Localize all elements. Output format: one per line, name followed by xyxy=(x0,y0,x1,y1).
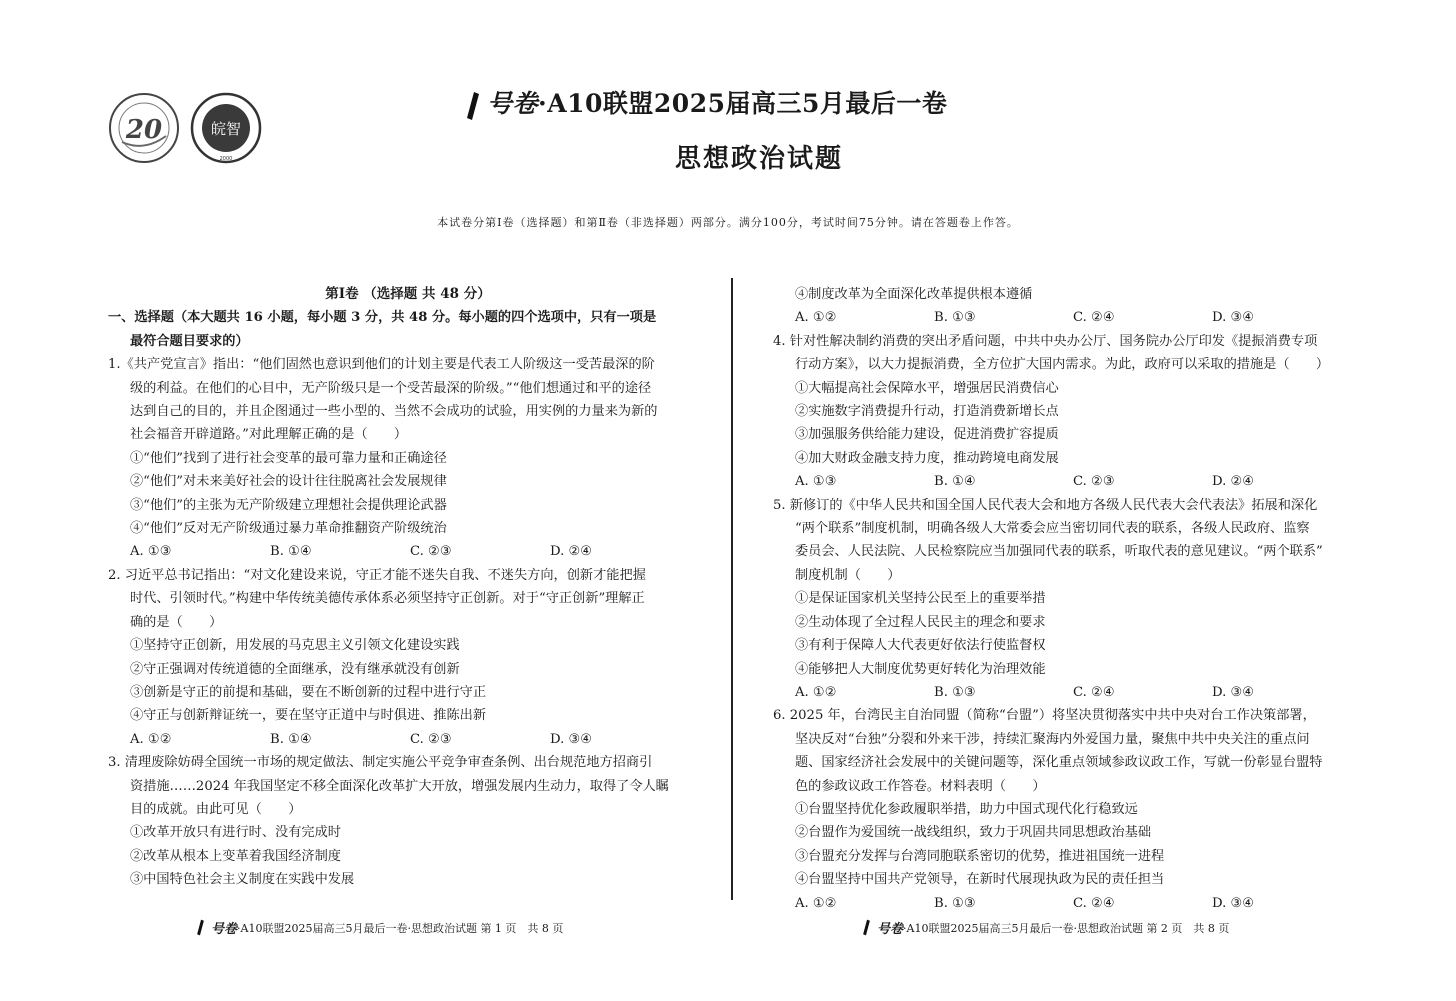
option-b: B. ①④ xyxy=(270,544,312,560)
option-b: B. ①③ xyxy=(934,895,976,911)
page-footer-left xyxy=(196,918,563,937)
alliance-logo xyxy=(108,92,180,164)
question-stem: 6. 2025 年，台湾民主自治同盟（简称“台盟”）将坚决贯彻落实中共中央对台工作决策部署， xyxy=(773,708,1316,724)
statement: ②守正强调对传统道德的全面继承，没有继承就没有创新 xyxy=(130,661,460,677)
option-d: D. ③④ xyxy=(550,731,593,747)
brand-glyph: 号卷 xyxy=(211,922,238,937)
logos xyxy=(108,92,268,164)
option-a: A. ①② xyxy=(795,310,837,326)
brand-mark-icon xyxy=(196,919,205,936)
question-stem: 委员会、人民法院、人民检察院应当加强同代表的联系，听取代表的意见建议。“两个联系” xyxy=(795,544,1323,560)
statement: ③创新是守正的前提和基础，要在不断创新的过程中进行守正 xyxy=(130,684,487,700)
part-heading: 一、选择题（本大题共 16 小题，每小题 3 分，共 48 分。每小题的四个选项中，只有一项是 xyxy=(108,310,657,326)
statement: ③“他们”的主张为无产阶级建立理想社会提供理论武器 xyxy=(130,497,447,513)
answer-options xyxy=(108,728,708,751)
statement: ①“他们”找到了进行社会变革的最可靠力量和正确途径 xyxy=(130,450,447,466)
statement: ④加大财政金融支持力度，推动跨境电商发展 xyxy=(795,450,1059,466)
question-stem: 确的是（ ） xyxy=(130,614,223,630)
question-2 xyxy=(108,564,708,751)
question-stem: 色的参政议政工作答卷。材料表明（ ） xyxy=(795,778,1046,794)
statement: ③台盟充分发挥与台湾同胞联系密切的优势，推进祖国统一进程 xyxy=(795,848,1165,864)
section-title: 第Ⅰ卷 （选择题 共 48 分） xyxy=(325,286,491,302)
statement: ③有利于保障人大代表更好依法行使监督权 xyxy=(795,638,1046,654)
question-stem: 题、国家经济社会发展中的关键问题等，深化重点领域参政议政工作，写就一份彰显台盟特 xyxy=(795,755,1323,771)
question-stem: 1.《共产党宣言》指出：“他们固然也意识到他们的计划主要是代表工人阶级这一受苦最深的阶 xyxy=(108,357,655,373)
option-c: C. ②③ xyxy=(1073,474,1115,490)
option-b: B. ①④ xyxy=(270,731,312,747)
exam-header xyxy=(465,84,947,121)
statement: ①是保证国家机关坚持公民至上的重要举措 xyxy=(795,591,1046,607)
answer-options xyxy=(773,470,1363,493)
brand-mark-icon xyxy=(862,919,871,936)
option-d: D. ③④ xyxy=(1212,684,1255,700)
statement: ②实施数字消费提升行动，打造消费新增长点 xyxy=(795,404,1059,420)
statement: ④制度改革为全面深化改革提供根本遵循 xyxy=(795,287,1033,302)
brand-glyph: 号卷 xyxy=(487,89,539,118)
option-c: C. ②③ xyxy=(410,731,452,747)
footer-text: ·A10联盟2025届高三5月最后一卷·思想政治试题 第 1 页 共 8 页 xyxy=(237,921,564,935)
question-stem: 制度机制（ ） xyxy=(795,567,901,583)
brand-mark-icon xyxy=(465,91,481,121)
question-stem: “两个联系”制度机制，明确各级人大常委会应当密切同代表的联系，各级人民政府、监察 xyxy=(795,521,1310,537)
column-divider xyxy=(731,278,733,900)
option-c: C. ②④ xyxy=(1073,310,1115,326)
question-stem: 时代、引领时代。”构建中华传统美德传承体系必须坚持守正创新。对于“守正创新”理解正 xyxy=(130,591,645,607)
question-4 xyxy=(773,330,1363,494)
statement: ①坚持守正创新，用发展的马克思主义引领文化建设实践 xyxy=(130,638,460,654)
answer-options xyxy=(108,540,708,563)
question-3 xyxy=(108,751,708,891)
question-stem: 达到自己的目的，并且企图通过一些小型的、当然不会成功的试验，用实例的力量来为新的 xyxy=(130,404,658,420)
question-stem: 4. 针对性解决制约消费的突出矛盾问题，中共中央办公厅、国务院办公厅印发《提振消费专项 xyxy=(773,333,1318,349)
statement: ③中国特色社会主义制度在实践中发展 xyxy=(130,872,355,888)
question-stem: 5. 新修订的《中华人民共和国全国人民代表大会和地方各级人民代表大会代表法》拓展和深化 xyxy=(773,497,1318,513)
statement: ①台盟坚持优化参政履职举措，助力中国式现代化行稳致远 xyxy=(795,801,1138,817)
wanzhi-logo-text: 皖智 xyxy=(210,120,242,138)
option-a: A. ①③ xyxy=(795,474,837,490)
option-a: A. ①② xyxy=(130,731,172,747)
option-a: A. ①② xyxy=(795,684,837,700)
statement: ③加强服务供给能力建设，促进消费扩容提质 xyxy=(795,427,1059,443)
statement: ①改革开放只有进行时、没有完成时 xyxy=(130,825,341,841)
answer-options xyxy=(773,892,1363,915)
svg-text:20: 20 xyxy=(125,115,163,145)
option-c: C. ②④ xyxy=(1073,895,1115,911)
question-stem: 行动方案》，以大力提振消费，全方位扩大国内需求。为此，政府可以采取的措施是（ ） xyxy=(795,357,1330,373)
statement: ②“他们”对未来美好社会的设计往往脱离社会发展规律 xyxy=(130,474,447,490)
answer-options xyxy=(773,681,1363,704)
question-3-continued xyxy=(773,283,1363,330)
option-d: D. ②④ xyxy=(1212,474,1255,490)
option-d: D. ③④ xyxy=(1212,310,1255,326)
statement: ①大幅提高社会保障水平，增强居民消费信心 xyxy=(795,380,1059,396)
brand-glyph: 号卷 xyxy=(877,922,904,937)
page-footer-right xyxy=(862,918,1229,937)
subject-title: 思想政治试题 xyxy=(675,144,844,174)
exam-instructions: 本试卷分第Ⅰ卷（选择题）和第Ⅱ卷（非选择题）两部分。满分100分，考试时间75分钟。请在答题卷上作答。 xyxy=(437,216,1019,229)
option-b: B. ①④ xyxy=(934,474,976,490)
option-a: A. ①② xyxy=(795,895,837,911)
statement: ④守正与创新辩证统一，要在坚守正道中与时俱进、推陈出新 xyxy=(130,708,487,724)
option-a: A. ①③ xyxy=(130,544,172,560)
option-b: B. ①③ xyxy=(934,684,976,700)
question-5 xyxy=(773,494,1363,705)
option-d: D. ③④ xyxy=(1212,895,1255,911)
question-stem: 目的成就。由此可见（ ） xyxy=(130,801,302,817)
option-c: C. ②④ xyxy=(1073,684,1115,700)
option-b: B. ①③ xyxy=(934,310,976,326)
part-heading-cont: 最符合题目要求的） xyxy=(130,333,249,349)
statement: ④“他们”反对无产阶级通过暴力革命推翻资产阶级统治 xyxy=(130,521,447,537)
left-column xyxy=(108,283,708,892)
question-stem: 3. 清理废除妨碍全国统一市场的规定做法、制定实施公平竞争审查条例、出台规范地方招商引 xyxy=(108,755,653,771)
answer-options xyxy=(773,306,1363,329)
question-1 xyxy=(108,353,708,564)
option-c: C. ②③ xyxy=(410,544,452,560)
question-stem: 社会福音开辟道路。”对此理解正确的是（ ） xyxy=(130,427,408,443)
right-column xyxy=(773,283,1363,915)
question-stem: 资措施……2024 年我国坚定不移全面深化改革扩大开放，增强发展内生动力，取得了令人瞩 xyxy=(130,778,669,794)
statement: ②改革从根本上变革着我国经济制度 xyxy=(130,848,341,864)
option-d: D. ②④ xyxy=(550,544,593,560)
wanzhi-logo-year: 2000 xyxy=(219,156,233,162)
statement: ④台盟坚持中国共产党领导，在新时代展现执政为民的责任担当 xyxy=(795,872,1165,888)
question-6 xyxy=(773,704,1363,915)
question-stem: 级的利益。在他们的心目中，无产阶级只是一个受苦最深的阶级。”“他们想通过和平的途径 xyxy=(130,380,652,396)
wanzhi-logo xyxy=(190,92,262,164)
footer-text: ·A10联盟2025届高三5月最后一卷·思想政治试题 第 2 页 共 8 页 xyxy=(903,921,1230,935)
question-stem: 2. 习近平总书记指出：“对文化建设来说，守正才能不迷失自我、不迷失方向，创新才能把握 xyxy=(108,567,646,583)
statement: ②生动体现了全过程人民民主的理念和要求 xyxy=(795,614,1046,630)
question-stem: 坚决反对“台独”分裂和外来干涉，持续汇聚海内外爱国力量，聚焦中共中央关注的重点问 xyxy=(795,731,1310,747)
statement: ②台盟作为爱国统一战线组织，致力于巩固共同思想政治基础 xyxy=(795,825,1152,841)
exam-title: ·A10联盟2025届高三5月最后一卷 xyxy=(538,89,948,118)
statement: ④能够把人大制度优势更好转化为治理效能 xyxy=(795,661,1046,677)
